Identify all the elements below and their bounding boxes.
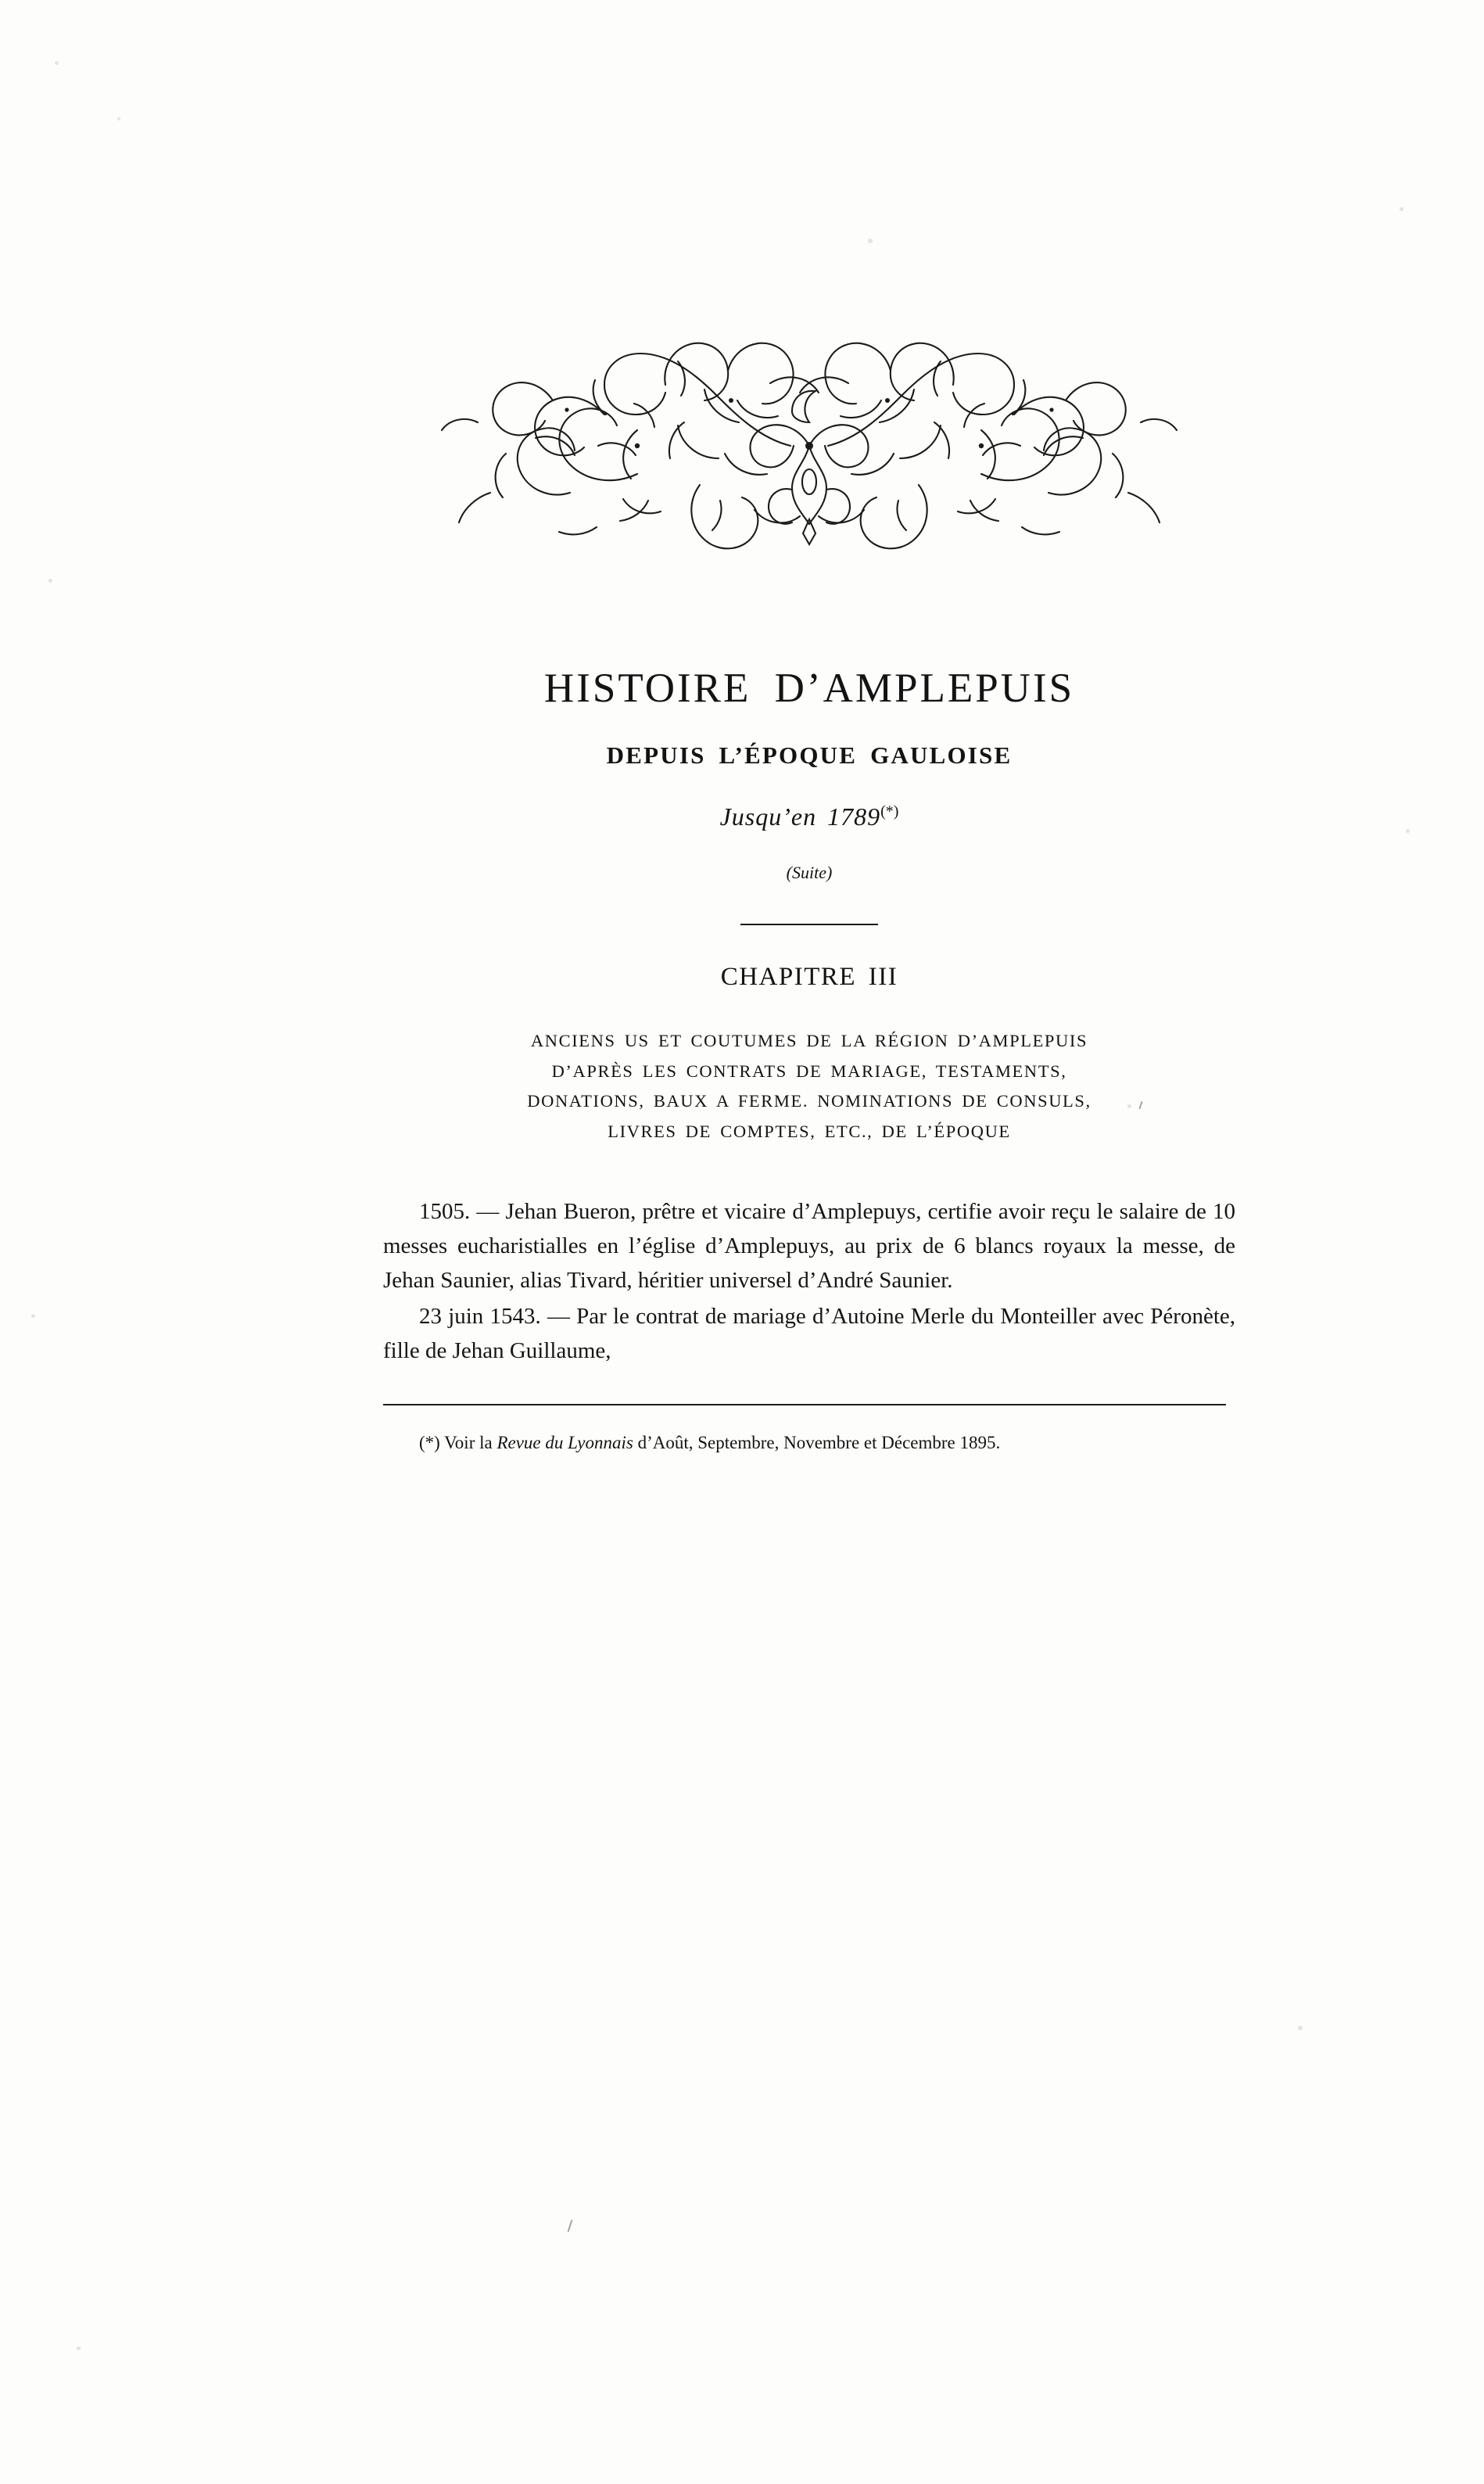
paragraph-text: 23 juin 1543. — Par le contrat de mariage d’Autoine Merle du Monteiller avec Péronète, fille de Jehan Guillaume, <box>383 1303 1235 1364</box>
paper-speck <box>77 2346 81 2350</box>
chapter-subtitle-line: DONATIONS, BAUX A FERME. NOMINATIONS DE CONSULS, <box>527 1091 1091 1111</box>
section-divider <box>740 924 878 925</box>
footnote-text-before: Voir la <box>439 1433 497 1453</box>
paper-speck <box>1406 829 1410 833</box>
footnote-text-after: d’Août, Septembre, Novembre et Décembre 1895. <box>633 1433 1001 1453</box>
footnote <box>383 1429 1235 1457</box>
page-title: HISTOIRE D’AMPLEPUIS <box>543 666 1075 711</box>
paper-speck <box>48 579 52 583</box>
paper-speck <box>1298 2026 1303 2030</box>
paper-speck <box>55 61 59 65</box>
chapter-subtitle-line: D’APRÈS LES CONTRATS DE MARIAGE, TESTAMENTS, <box>551 1061 1067 1081</box>
paper-speck <box>31 1314 35 1318</box>
footnote-marker-ref: (*) <box>880 802 899 820</box>
footnote-divider <box>383 1404 1226 1405</box>
paragraph <box>383 1194 1235 1298</box>
body-text <box>383 1194 1235 1368</box>
paper-speck <box>1400 207 1403 211</box>
footnote-italic-title: Revue du Lyonnais <box>496 1433 633 1453</box>
paper-speck <box>568 2220 573 2232</box>
floral-headpiece-ornament <box>383 328 1235 571</box>
page-content <box>383 0 1235 1457</box>
paper-speck <box>117 117 120 120</box>
chapter-subtitle-line: LIVRES DE COMPTES, ETC., DE L’ÉPOQUE <box>608 1122 1011 1142</box>
date-line-text: Jusqu’en 1789 <box>719 802 881 831</box>
footnote-marker: (*) <box>419 1433 440 1453</box>
chapter-subtitle <box>383 1026 1235 1147</box>
paragraph-text: 1505. — Jehan Bueron, prêtre et vicaire d’Amplepuys, certifie avoir reçu le salaire de 10 messes eucharistialles en l’église d’Amplepuys, au prix de 6 blancs royaux la messe, de Jehan Saunier, alias Tivard, héritier universel d’André Saunier. <box>383 1198 1235 1293</box>
suite-label: (Suite) <box>786 863 833 882</box>
chapter-subtitle-line: ANCIENS US ET COUTUMES DE LA RÉGION D’AMPLEPUIS <box>530 1031 1088 1050</box>
page-date-line <box>383 802 1235 831</box>
chapter-heading: CHAPITRE III <box>720 963 898 991</box>
page-subtitle: DEPUIS L’ÉPOQUE GAULOISE <box>606 741 1013 769</box>
paragraph <box>383 1299 1235 1368</box>
